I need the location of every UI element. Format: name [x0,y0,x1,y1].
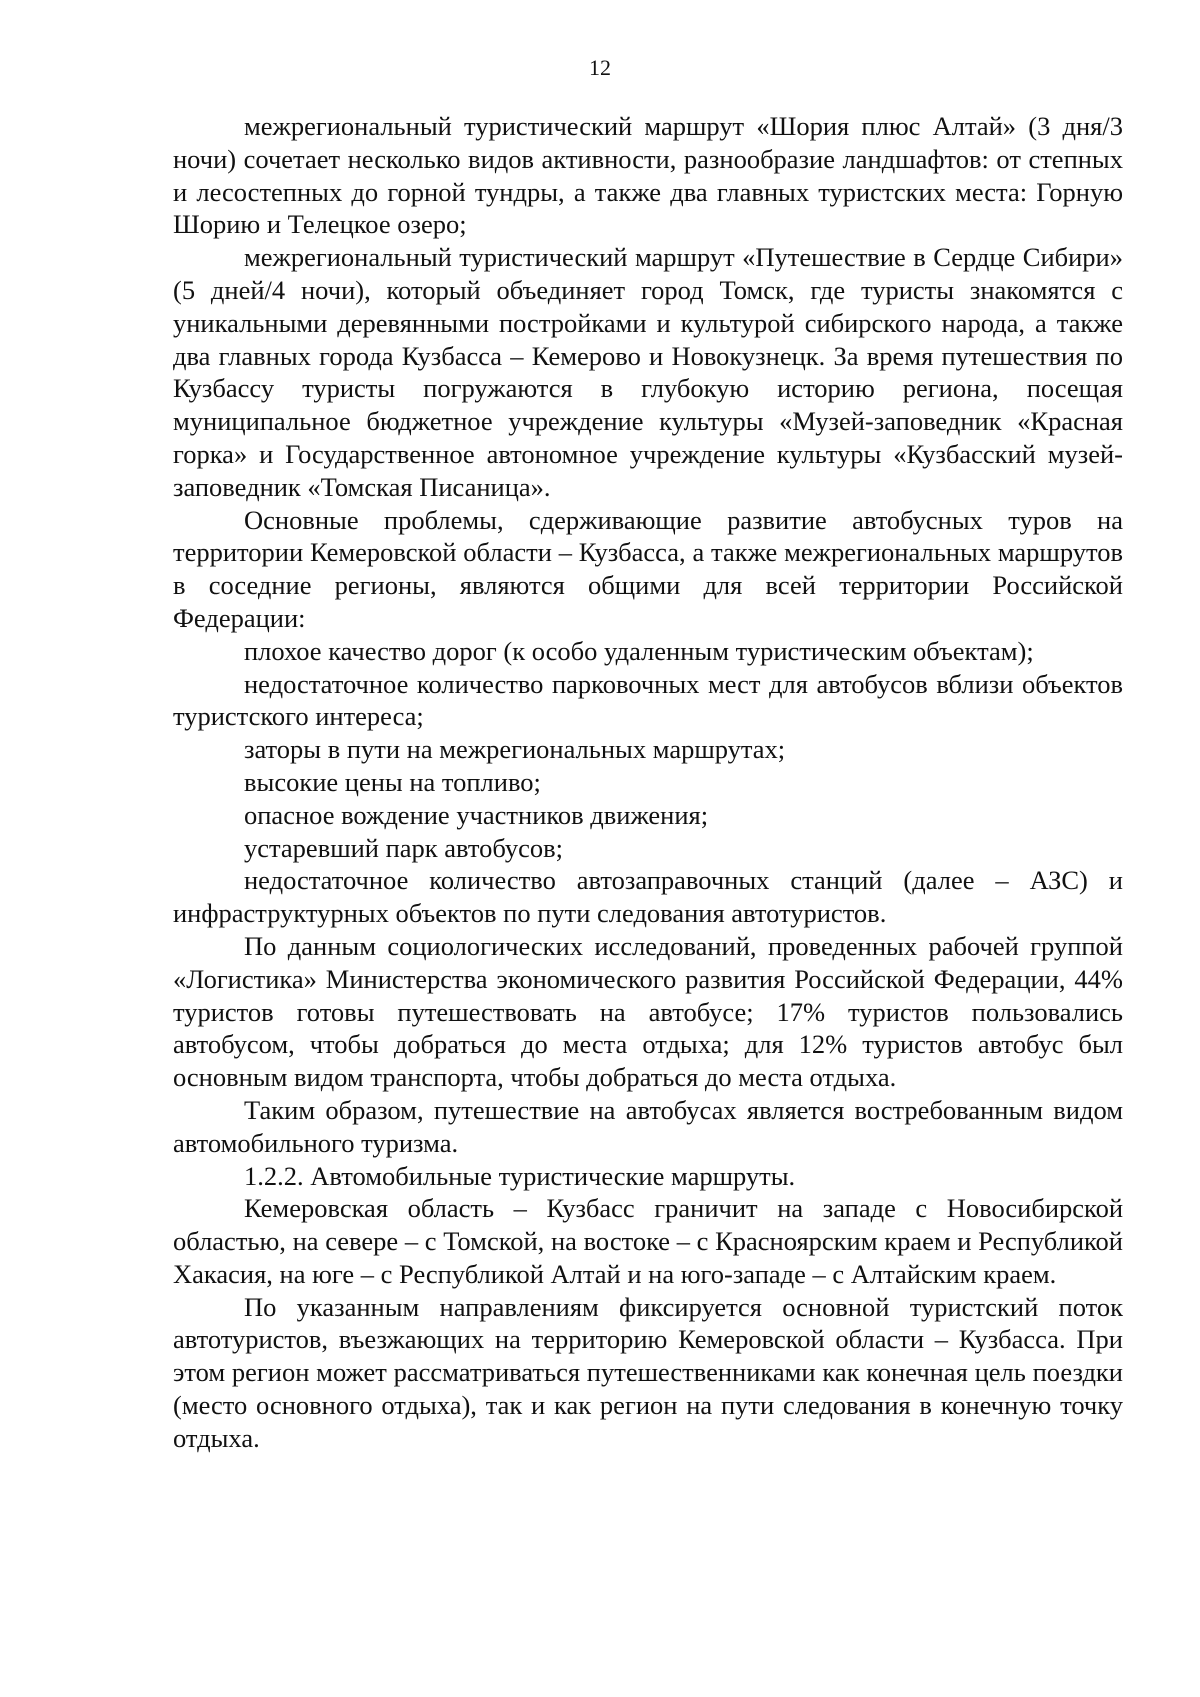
document-body [173,110,1123,1455]
paragraph-tourist-flow: По указанным направлениям фиксируется основной туристский поток автотуристов, въезжающих на территорию Кемеровской области – Кузбасса. При этом регион может рассматриваться путешественниками как конечная цель поездки (место основного отдыха), так и как регион на пути следования в конечную точку отдыха. [173,1291,1123,1453]
paragraph-borders: Кемеровская область – Кузбасс граничит на западе с Новосибирской областью, на севере – с Томской, на востоке – с Красноярским краем и Республикой Хакасия, на юге – с Республикой Алтай и на юго-западе – с Алтайским краем. [173,1193,1123,1289]
list-item-gas-stations: недостаточное количество автозаправочных станций (далее – АЗС) и инфраструктурных объектов по пути следования автотуристов. [173,865,1123,929]
paragraph-route-heart-of-siberia: межрегиональный туристический маршрут «Путешествие в Сердце Сибири» (5 дней/4 ночи), который объединяет город Томск, где туристы знакомятся с уникальными деревянными постройками и культурой сибирского народа, а также два главных города Кузбасса – Кемерово и Новокузнецк. За время путешествия по Кузбассу туристы погружаются в глубокую историю региона, посещая муниципальное бюджетное учреждение культуры «Музей-заповедник «Красная горка» и Государственное автономное учреждение культуры «Кузбасский музей-заповедник «Томская Писаница». [173,242,1123,502]
list-item-old-buses: устаревший парк автобусов; [244,832,563,863]
paragraph-conclusion: Таким образом, путешествие на автобусах является востребованным видом автомобильного туризма. [173,1094,1123,1158]
section-heading-1-2-2: 1.2.2. Автомобильные туристические маршруты. [244,1160,796,1191]
paragraph-route-shoria-altai: межрегиональный туристический маршрут «Шория плюс Алтай» (3 дня/3 ночи) сочетает несколько видов активности, разнообразие ландшафтов: от степных и лесостепных до горной тундры, а также два главных туристских места: Горную Шорию и Телецкое озеро; [173,111,1123,240]
paragraph-main-problems: Основные проблемы, сдерживающие развитие автобусных туров на территории Кемеровской области – Кузбасса, а также межрегиональных маршрутов в соседние регионы, являются общими для всей территории Российской Федерации: [173,504,1123,633]
page-number: 12 [589,55,611,80]
list-item-fuel-prices: высокие цены на топливо; [244,766,541,797]
list-item-dangerous-driving: опасное вождение участников движения; [244,799,709,830]
paragraph-survey: По данным социологических исследований, проведенных рабочей группой «Логистика» Министерства экономического развития Российской Федерации, 44% туристов готовы путешествовать на автобусе; 17% туристов пользовались автобусом, чтобы добраться до места отдыха; для 12% туристов автобус был основным видом транспорта, чтобы добраться до места отдыха. [173,930,1123,1093]
list-item-parking: недостаточное количество парковочных мест для автобусов вблизи объектов туристского интереса; [173,668,1123,732]
list-item-traffic-jams: заторы в пути на межрегиональных маршрутах; [244,734,786,765]
list-item-roads: плохое качество дорог (к особо удаленным туристическим объектам); [244,635,1034,666]
